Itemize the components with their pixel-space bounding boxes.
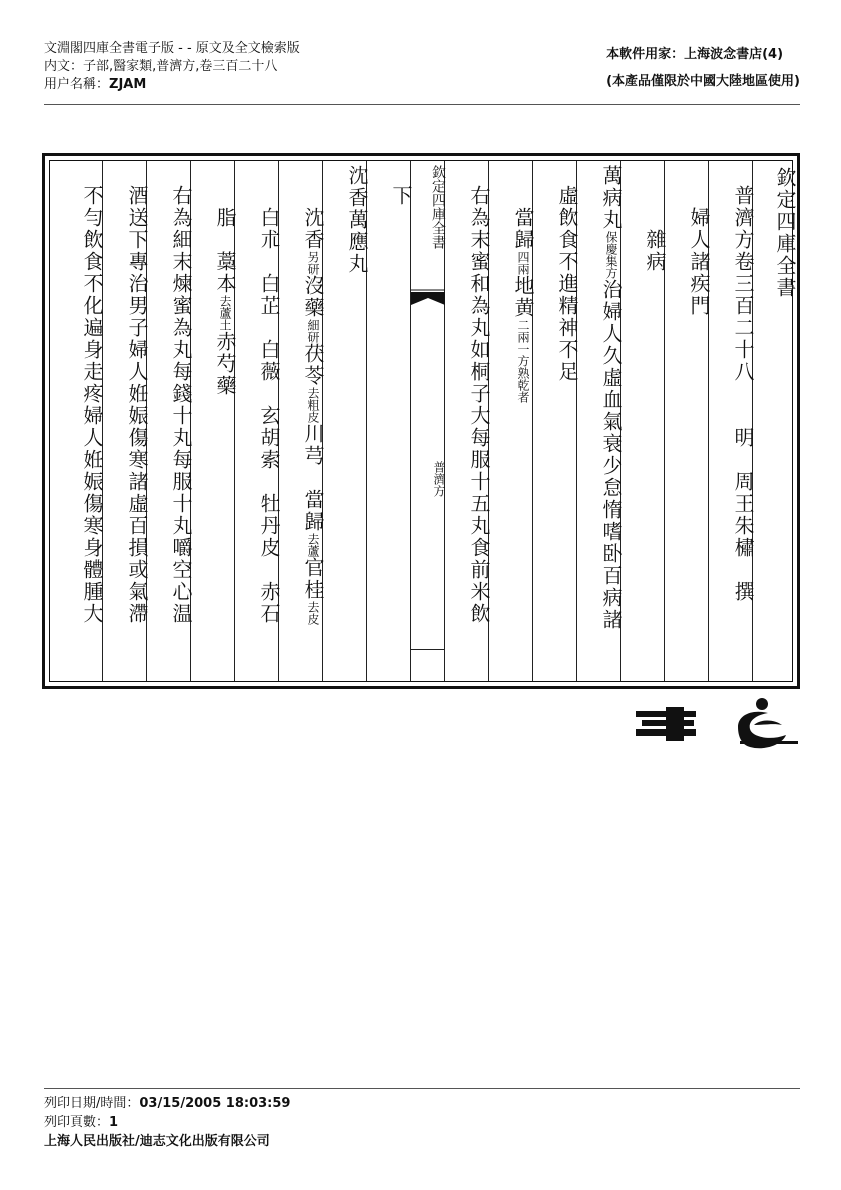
gutter-book: 普濟方 xyxy=(432,461,446,497)
book-title: 欽定四庫全書 xyxy=(773,167,797,299)
ingredients-line xyxy=(279,207,323,625)
recipe-name-2: 沈香萬應丸 xyxy=(345,165,369,275)
ingredient: 沒藥 xyxy=(301,275,325,319)
recipe-indication: 治婦人久虛血氣衰少怠惰嗜卧百病諸 xyxy=(599,279,623,631)
text-column xyxy=(146,161,191,681)
ingredient: 沈香 xyxy=(301,207,325,251)
chapter-heading: 普濟方卷三百二十八 明 周王朱橚 撰 xyxy=(731,185,755,603)
ingredient: 赤芍藥 xyxy=(213,331,237,397)
footer xyxy=(44,1094,290,1151)
header-right xyxy=(606,46,800,91)
gutter-rule xyxy=(411,649,445,650)
prep-note: 去蘆 xyxy=(306,533,320,557)
text-column xyxy=(102,161,147,681)
page-count-line xyxy=(44,1113,290,1132)
page-frame xyxy=(42,153,800,689)
text-column xyxy=(620,161,665,681)
text-column xyxy=(444,161,489,681)
prep-note: 去皮 xyxy=(306,601,320,625)
page-count: 1 xyxy=(109,1115,119,1130)
logo-bars-icon xyxy=(636,707,696,741)
dosage-note: 四兩 xyxy=(516,251,530,275)
text-column xyxy=(532,161,577,681)
text-column xyxy=(190,161,235,681)
text-column xyxy=(58,161,102,681)
text-column xyxy=(488,161,533,681)
pages-label: 列印頁數： xyxy=(44,1115,110,1130)
header-content-path: 内文：子部,醫家類,普濟方,卷三百二十八 xyxy=(44,59,278,74)
region-note: (本產品僅限於中國大陸地區使用) xyxy=(606,74,800,89)
text-column xyxy=(752,161,795,681)
ingredient: 川芎 xyxy=(301,423,325,467)
directions-line: 右為末蜜和為丸如桐子大每服十五丸食前米飲 xyxy=(467,185,491,625)
sub-heading: 雜病 xyxy=(643,229,667,273)
recipe-indication-cont: 虛飲食不進精神不足 xyxy=(555,185,579,383)
text-column xyxy=(366,161,411,681)
text-column xyxy=(708,161,753,681)
ingredient: 茯苓 xyxy=(301,343,325,387)
print-label: 列印日期/時間： xyxy=(44,1096,140,1111)
recipe-name: 萬病丸 xyxy=(599,165,623,231)
print-datetime: 03/15/2005 18:03:59 xyxy=(139,1096,291,1111)
text-column xyxy=(322,161,367,681)
fishtail-mark xyxy=(411,289,445,319)
text-column xyxy=(576,161,621,681)
recipe-line xyxy=(577,165,621,631)
prep-note: 熟乾者 xyxy=(516,367,530,403)
directions-cont: 不勻飲食不化遍身走疼婦人姙娠傷寒身體腫大 xyxy=(80,185,104,625)
page-gutter xyxy=(410,161,445,681)
source-note: 保慶集方 xyxy=(604,231,618,279)
text-column xyxy=(234,161,279,681)
ingredient: 官桂 xyxy=(301,557,325,601)
ingredient: 當歸 xyxy=(301,489,325,533)
directions-line: 右為細末煉蜜為丸每錢十丸每服十丸嚼空心温 xyxy=(169,185,193,625)
fishtail-icon xyxy=(411,292,445,305)
license-text: 本軟件用家：上海波念書店(4) xyxy=(606,47,784,62)
prep-note: 細研 xyxy=(306,319,320,343)
section-heading: 婦人諸疾門 xyxy=(687,207,711,317)
directions-cont: 酒送下專治男子婦人姙娠傷寒諸虛百損或氣滯 xyxy=(125,185,149,625)
print-datetime-line xyxy=(44,1094,290,1113)
ingredient: 地黄 xyxy=(511,275,535,319)
ingredient: 當歸 xyxy=(511,207,535,251)
user-name: ZJAM xyxy=(109,77,147,92)
ingredients-line xyxy=(489,207,533,403)
dosage-note: 二兩一方 xyxy=(516,319,530,367)
directions-cont: 下 xyxy=(389,185,413,207)
publisher: 上海人民出版社/迪志文化出版有限公司 xyxy=(44,1134,270,1149)
footer-divider xyxy=(44,1088,800,1089)
user-label: 用户名稱： xyxy=(44,77,110,92)
ingredient: 脂 藁本 xyxy=(213,207,237,295)
text-column xyxy=(278,161,323,681)
header-title: 文淵閣四庫全書電子版 - - 原文及全文檢索版 xyxy=(44,41,300,56)
header-divider xyxy=(44,104,800,105)
ingredients-line xyxy=(191,207,235,397)
prep-note: 另研 xyxy=(306,251,320,275)
page-frame-inner xyxy=(49,160,797,682)
text-column xyxy=(664,161,709,681)
logo-swirl-icon xyxy=(738,698,798,748)
prep-note: 去粗皮 xyxy=(306,387,320,423)
prep-note: 去蘆土 xyxy=(218,295,232,331)
header-user xyxy=(44,76,300,94)
ingredients-line: 白朮 白芷 白薇 玄胡索 牡丹皮 赤石 xyxy=(257,207,281,625)
header-left xyxy=(44,40,300,94)
gutter-title: 欽定四庫全書 xyxy=(430,165,446,249)
publisher-logo xyxy=(636,697,800,753)
